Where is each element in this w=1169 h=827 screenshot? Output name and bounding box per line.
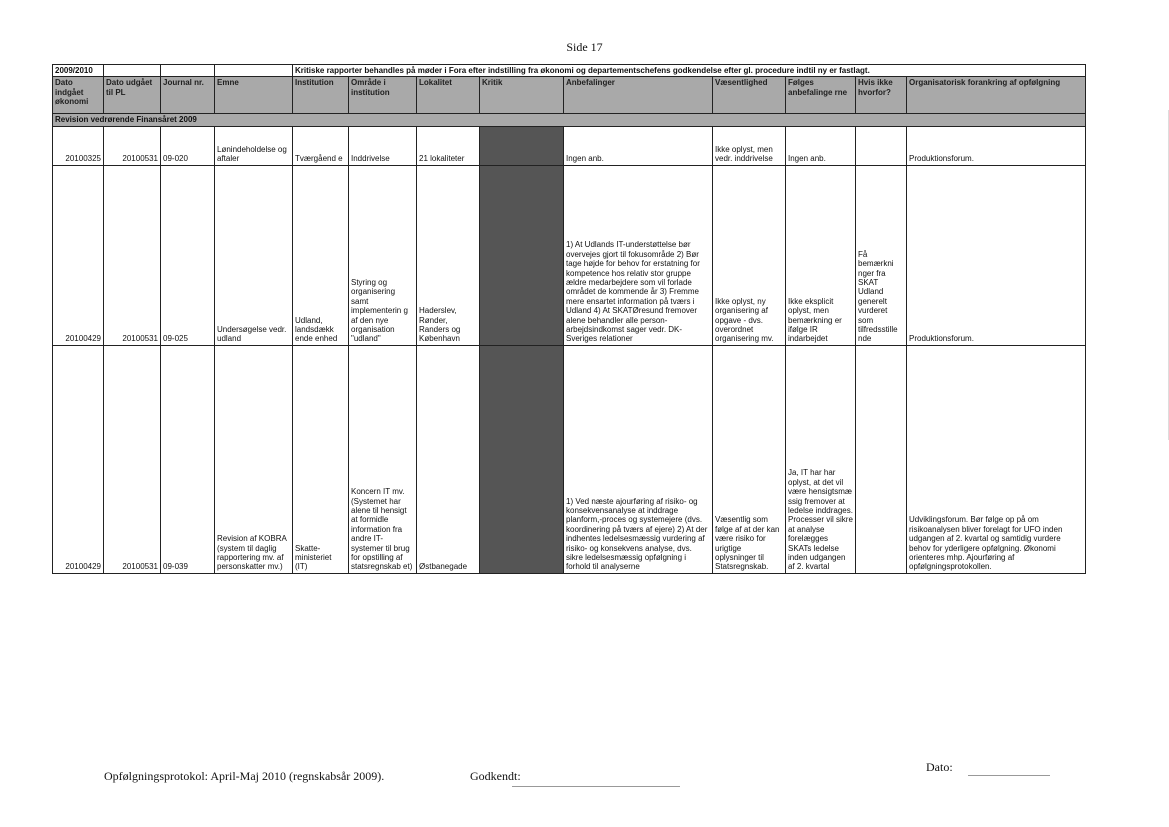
followed-cell: Ja, IT har har oplyst, at det vil være hensigtsmæ ssig fremover at ledelse inddrages. Processer vil sikre at analyse forelægges SKATs ledelse inden udgangen af 2. kvartal [786, 345, 856, 573]
column-header: Følges anbefalinge rne [786, 77, 856, 114]
redacted-criticism-cell [480, 126, 564, 165]
if-not-why-cell [856, 126, 907, 165]
area-cell: Styring og organisering samt implementerin g af den nye organisation "udland" [349, 165, 417, 345]
materiality-cell: Ikke oplyst, ny organisering af opgave - dvs. overordnet organisering mv. [713, 165, 786, 345]
footer-approved-label: Godkendt: [470, 769, 521, 783]
table-row [53, 345, 1086, 573]
table-title: Kritiske rapporter behandles på møder i Fora efter indstilling fra økonomi og departementschefens godkendelse efter gl. procedure indtil ny er fastlagt. [293, 65, 1086, 77]
year-row [53, 65, 1086, 77]
anchoring-cell: Produktionsforum. [907, 126, 1086, 165]
date-sent-cell: 20100531 [104, 165, 161, 345]
subject-cell: Revision af KOBRA (system til daglig rapportering mv. af personskatter mv.) [215, 345, 293, 573]
column-header: Dato udgået til PL [104, 77, 161, 114]
followed-cell: Ikke eksplicit oplyst, men bemærkning er ifølge IR indarbejdet [786, 165, 856, 345]
redacted-criticism-cell [480, 345, 564, 573]
column-header: Kritik [480, 77, 564, 114]
institution-cell: Tværgåend e [293, 126, 349, 165]
year-label: 2009/2010 [53, 65, 104, 77]
column-header: Journal nr. [161, 77, 215, 114]
materiality-cell: Ikke oplyst, men vedr. inddrivelse [713, 126, 786, 165]
column-header: Dato indgået økonomi [53, 77, 104, 114]
recommendations-cell: 1) Ved næste ajourføring af risiko- og konsekvensanalyse at inddrage planform,-proces og systemejere (dvs. koordinering på tværs af ejere) 2) At der indhentes ledelsesmæssig vurdering af risiko- og konsekvens analyse, dvs. sikre ledelsesmæssig opfølgning i forhold til analyserne [564, 345, 713, 573]
column-header: Emne [215, 77, 293, 114]
location-cell: Østbanegade [417, 345, 480, 573]
subject-cell: Undersøgelse vedr. udland [215, 165, 293, 345]
approved-signature-line [512, 786, 680, 787]
date-signature-line [968, 775, 1050, 776]
journal-number-cell: 09-020 [161, 126, 215, 165]
column-header: Institution [293, 77, 349, 114]
journal-number-cell: 09-025 [161, 165, 215, 345]
date-sent-cell: 20100531 [104, 345, 161, 573]
followed-cell: Ingen anb. [786, 126, 856, 165]
follow-up-protocol-table [52, 64, 1086, 574]
location-cell: Haderslev, Rønder, Randers og København [417, 165, 480, 345]
date-sent-cell: 20100531 [104, 126, 161, 165]
date-received-cell: 20100429 [53, 165, 104, 345]
column-header: Hvis ikke hvorfor? [856, 77, 907, 114]
column-header: Væsentlighed [713, 77, 786, 114]
area-cell: Inddrivelse [349, 126, 417, 165]
if-not-why-cell [856, 345, 907, 573]
column-header: Anbefalinger [564, 77, 713, 114]
location-cell: 21 lokaliteter [417, 126, 480, 165]
redacted-criticism-cell [480, 165, 564, 345]
recommendations-cell: Ingen anb. [564, 126, 713, 165]
area-cell: Koncern IT mv. (Systemet har alene til hensigt at formidle information fra andre IT-systemer til brug for opstilling af statsregnskab et) [349, 345, 417, 573]
journal-number-cell: 09-039 [161, 345, 215, 573]
anchoring-cell: Udviklingsforum. Bør følge op på om risikoanalysen bliver forelagt for UFO inden udgangen af 2. kvartal og samtidig vurdere behov for yderligere opfølgning. Økonomi orienteres mhp. Ajourføring af opfølgningsprotokollen. [907, 345, 1086, 573]
section-label: Revision vedrørende Finansåret 2009 [53, 114, 1086, 126]
table-row [53, 165, 1086, 345]
column-header: Område i institution [349, 77, 417, 114]
materiality-cell: Væsentlig som følge af at der kan være risiko for urigtige oplysninger til Statsregnskab. [713, 345, 786, 573]
column-header: Organisatorisk forankring af opfølgning [907, 77, 1086, 114]
anchoring-cell: Produktionsforum. [907, 165, 1086, 345]
column-header: Lokalitet [417, 77, 480, 114]
institution-cell: Skatte-ministeriet (IT) [293, 345, 349, 573]
header-row [53, 77, 1086, 114]
date-received-cell: 20100429 [53, 345, 104, 573]
table-row [53, 126, 1086, 165]
footer-protocol-label: Opfølgningsprotokol: April-Maj 2010 (regnskabsår 2009). [104, 769, 385, 783]
institution-cell: Udland, landsdækk ende enhed [293, 165, 349, 345]
recommendations-cell: 1) At Udlands IT-understøttelse bør overvejes gjort til fokusområde 2) Bør tage højde for behov for erstatning for kompetence hos relativ stor gruppe ældre medarbejdere som vil forlade området de kommende år 3) Fremme mere ensartet information på tværs i Udland 4) At SKATØresund fremover alene behandler alle person-arbejdsindkomst sager vedr. DK-Sveriges relationer [564, 165, 713, 345]
page-number: Side 17 [566, 40, 603, 54]
footer-date-label: Dato: [926, 760, 953, 774]
if-not-why-cell: Få bemærkni nger fra SKAT Udland generelt vurderet som tilfredsstille nde [856, 165, 907, 345]
subject-cell: Lønindeholdelse og aftaler [215, 126, 293, 165]
date-received-cell: 20100325 [53, 126, 104, 165]
section-row [53, 114, 1086, 126]
